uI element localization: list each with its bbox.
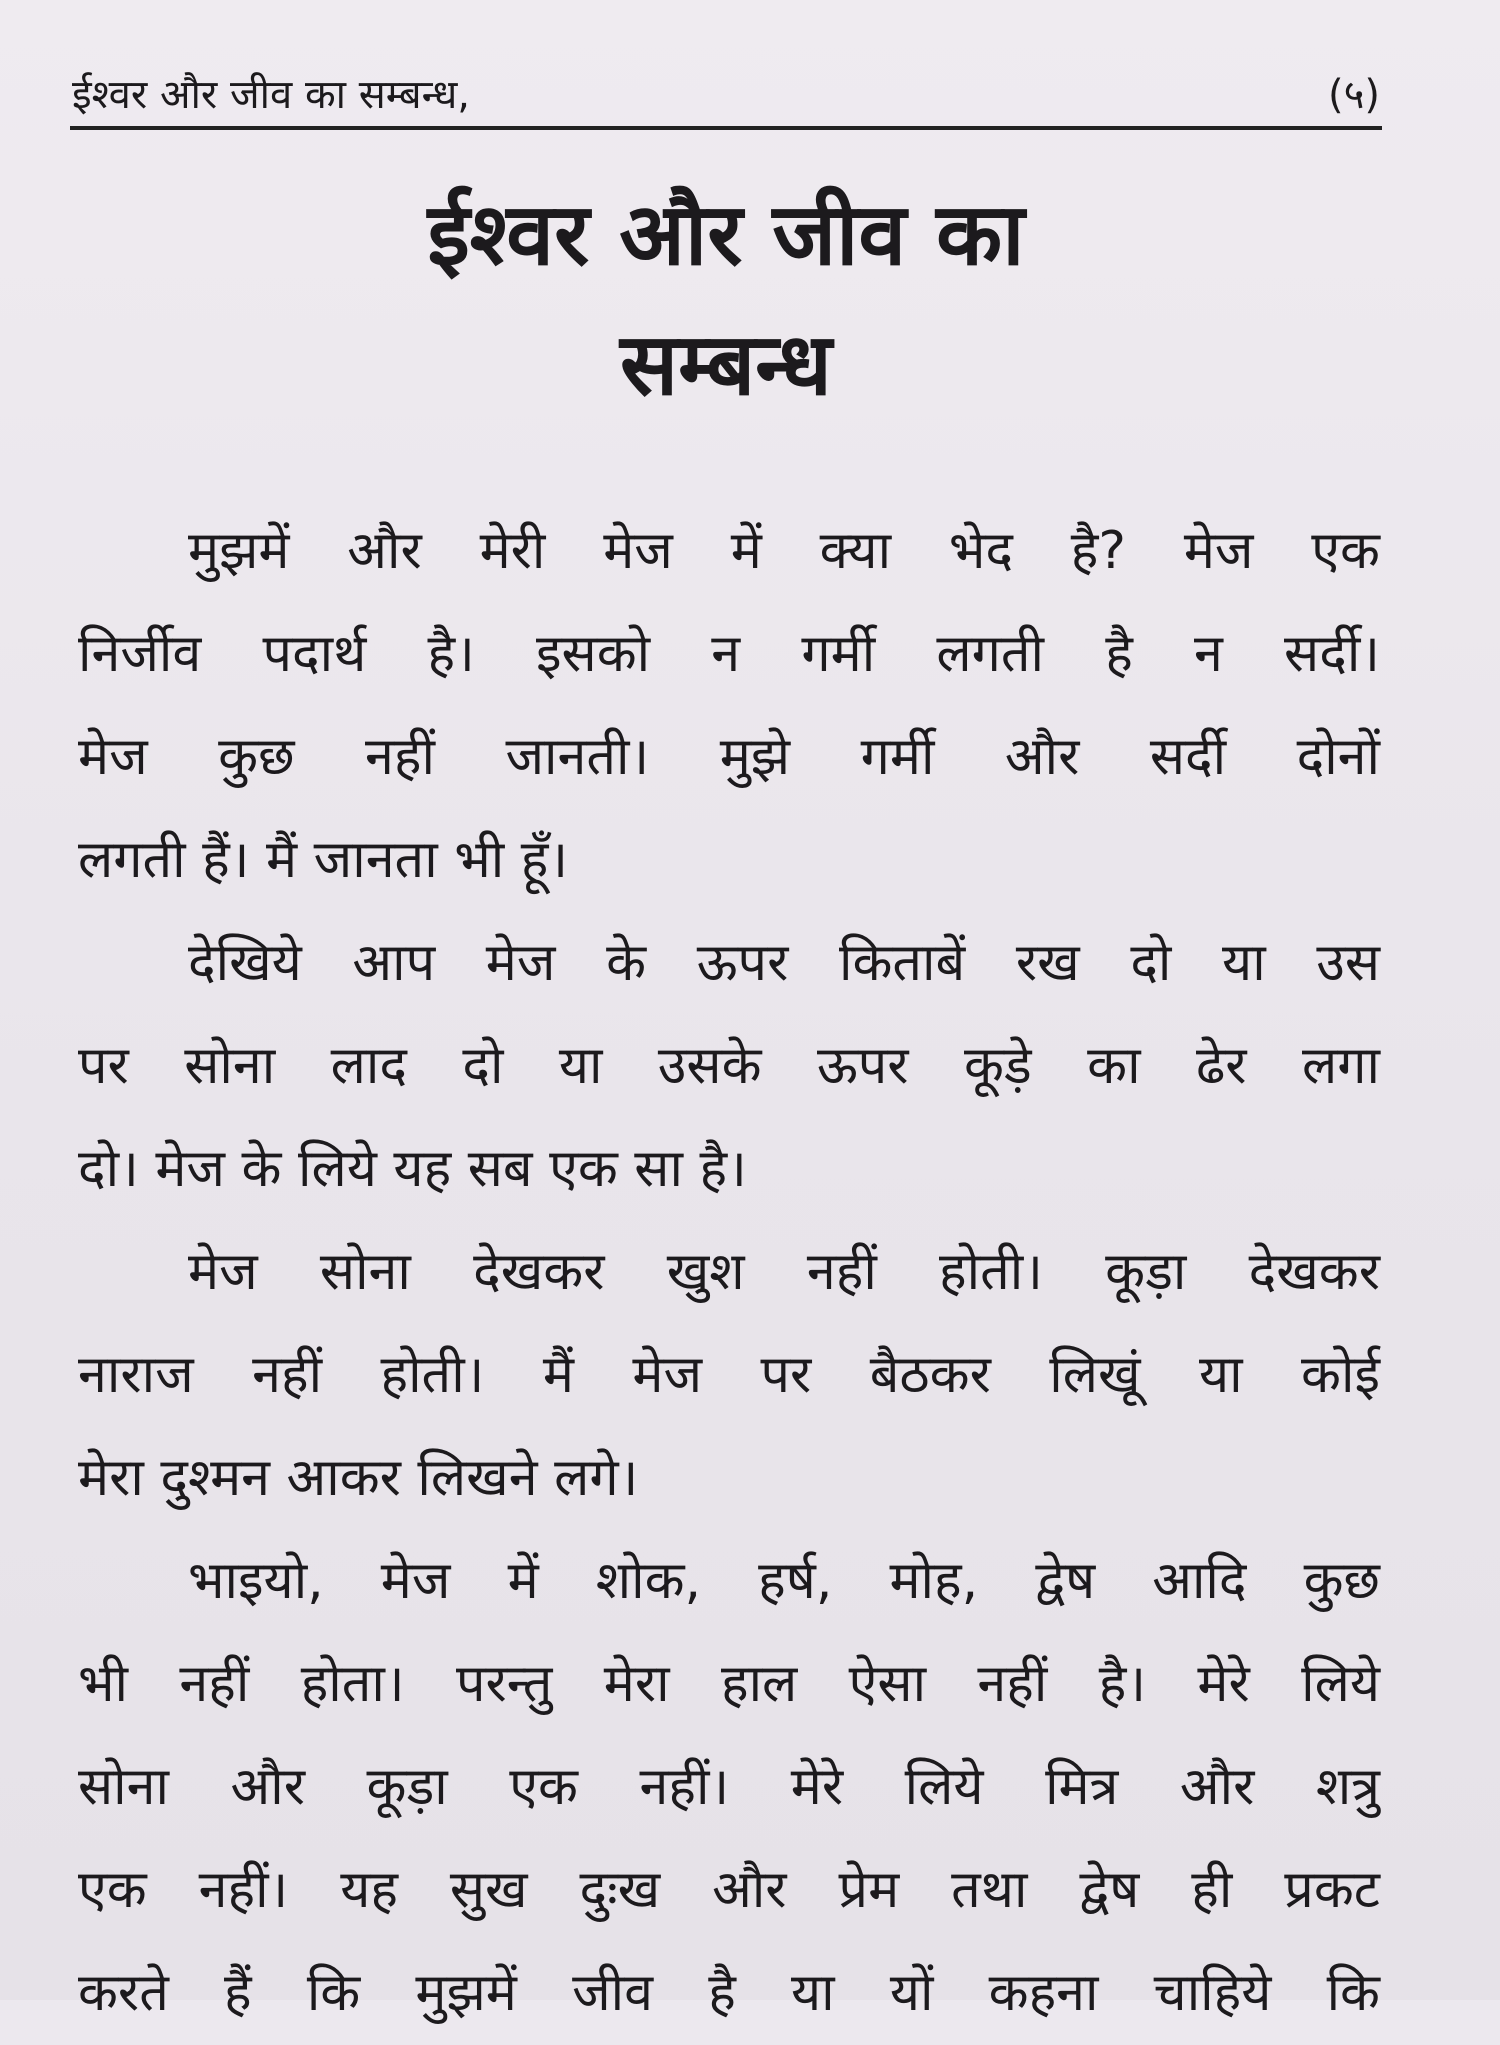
body-text: [78, 500, 1380, 2045]
header-rule: [70, 126, 1382, 130]
text-line: भी नहीं होता। परन्तु मेरा हाल ऐसा नहीं है। मेरे लिये: [78, 1654, 1380, 1714]
paragraph-4: [78, 1530, 1380, 2045]
text-line: मुझमें और मेरी मेज में क्या भेद है? मेज एक: [188, 521, 1380, 581]
text-line: एक नहीं। यह सुख दुःख और प्रेम तथा द्वेष ही प्रकट: [78, 1860, 1380, 1920]
text-line: लगती हैं। मैं जानता भी हूँ।: [78, 830, 569, 890]
text-line: भाइयो, मेज में शोक, हर्ष, मोह, द्वेष आदि कुछ: [188, 1551, 1380, 1611]
text-line: मेरा दुश्मन आकर लिखने लगे।: [78, 1448, 639, 1508]
chapter-title: [70, 170, 1382, 430]
text-line: पर सोना लाद दो या उसके ऊपर कूड़े का ढेर लगा: [78, 1036, 1380, 1096]
running-header: [72, 58, 1380, 120]
text-line: मेज कुछ नहीं जानती। मुझे गर्मी और सर्दी दोनों: [78, 727, 1380, 787]
text-line: सोना और कूड़ा एक नहीं। मेरे लिये मित्र और शत्रु: [78, 1757, 1380, 1817]
running-title: ईश्वर और जीव का सम्बन्ध,: [72, 72, 471, 118]
text-line: मेज सोना देखकर खुश नहीं होती। कूड़ा देखकर: [188, 1242, 1380, 1302]
text-line: देखिये आप मेज के ऊपर किताबें रख दो या उस: [188, 933, 1380, 993]
text-line: दो। मेज के लिये यह सब एक सा है।: [78, 1139, 747, 1199]
text-line: करते हैं कि मुझमें जीव है या यों कहना चाहिये कि: [78, 1963, 1380, 2023]
text-line: निर्जीव पदार्थ है। इसको न गर्मी लगती है न सर्दी।: [78, 624, 1380, 684]
chapter-title-line-2: सम्बन्ध: [620, 315, 832, 415]
paragraph-2: [78, 912, 1380, 1221]
chapter-title-line-1: ईश्वर और जीव का: [427, 185, 1025, 285]
paragraph-3: [78, 1221, 1380, 1530]
paragraph-1: [78, 500, 1380, 912]
text-line: नाराज नहीं होती। मैं मेज पर बैठकर लिखूं या कोई: [78, 1345, 1380, 1405]
page-number: (५): [1327, 72, 1380, 118]
